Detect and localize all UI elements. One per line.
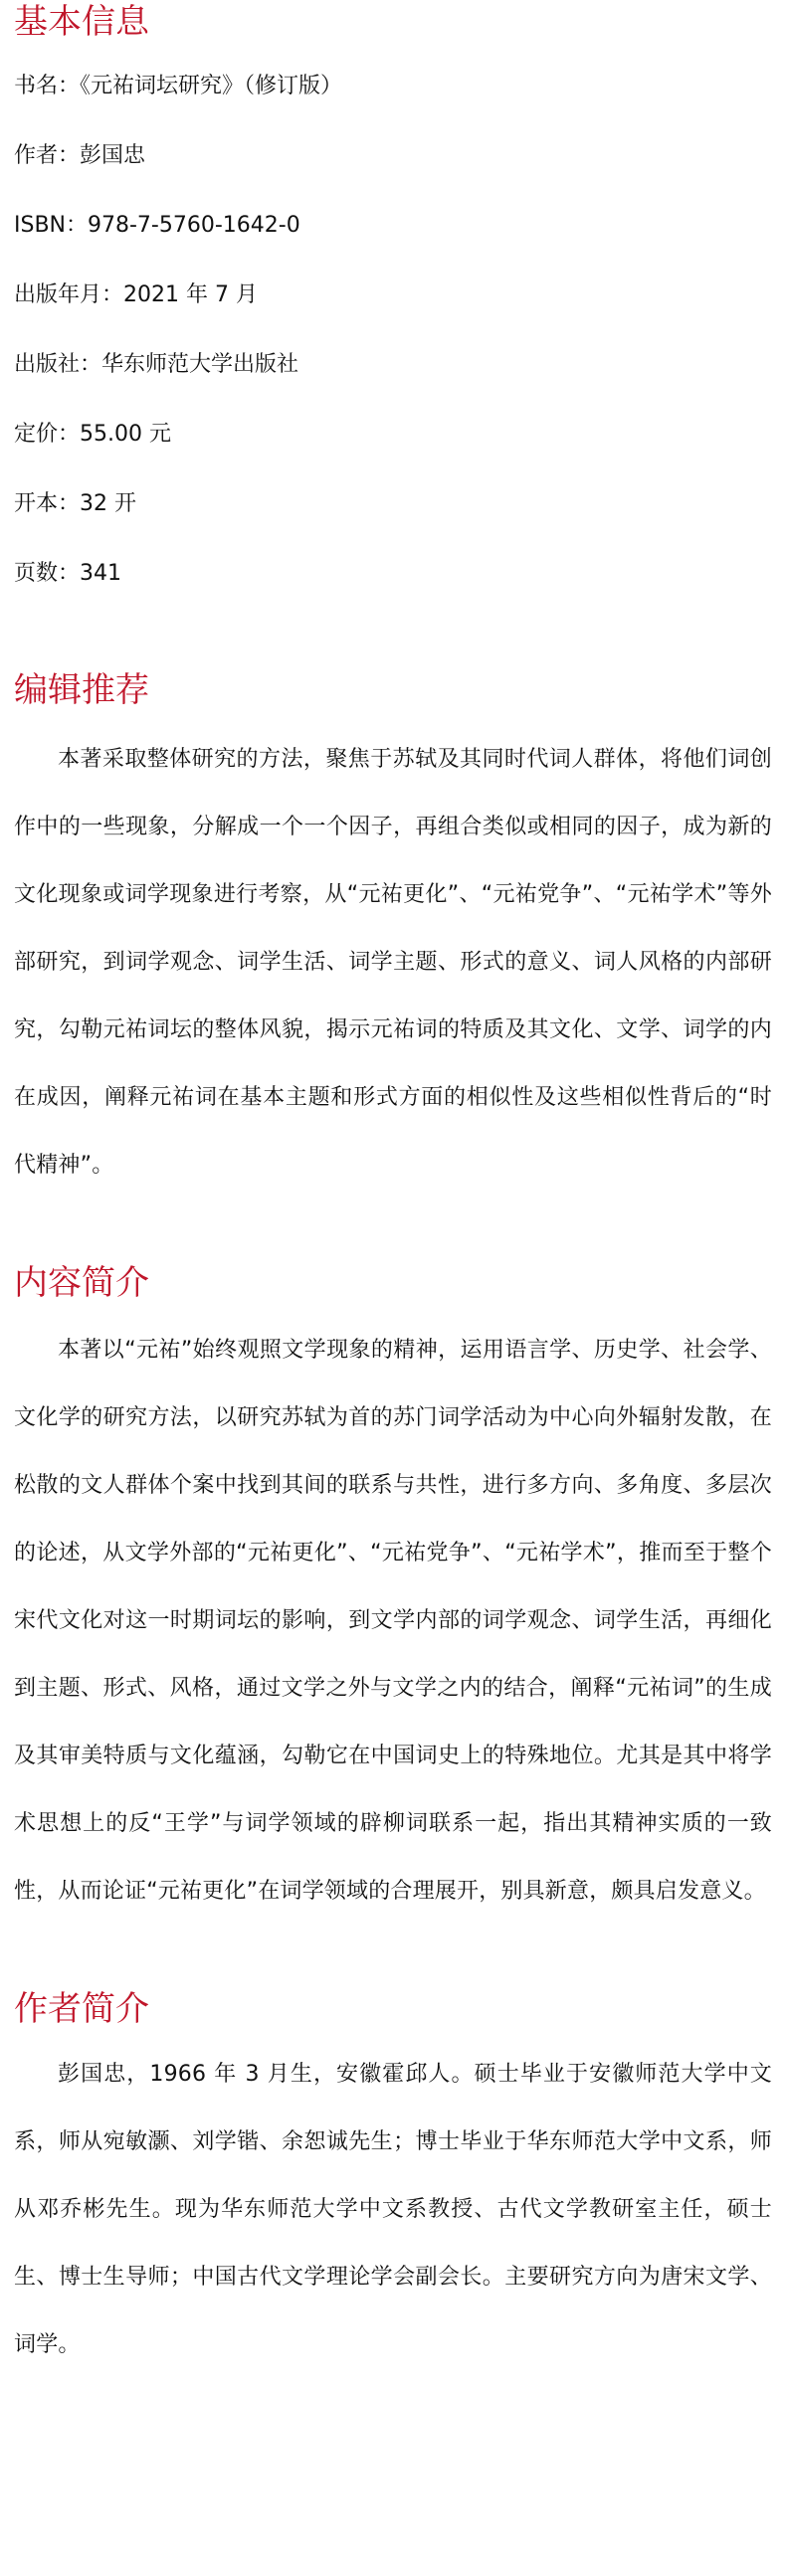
editor-recommendation-section (14, 668, 772, 1199)
isbn-line: ISBN：978-7-5760-1642-0 (14, 213, 300, 238)
content-intro-heading: 内容简介 (14, 1263, 149, 1303)
author-bio-heading: 作者简介 (14, 1989, 149, 2029)
editor-recommendation-text: 本著采取整体研究的方法，聚焦于苏轼及其同时代词人群体，将他们词创作中的一些现象，分解成一个一个因子，再组合类似或相同的因子，成为新的文化现象或词学现象进行考察，从“元祐更化”、“元祐党争”、“元祐学术”等外部研究，到词学观念、词学生活、词学主题、形式的意义、词人风格的内部研究，勾勒元祐词坛的整体风貌，揭示元祐词的特质及其文化、文学、词学的内在成因，阐释元祐词在基本主题和形式方面的相似性及这些相似性背后的“时代精神”。 (14, 747, 772, 1178)
editor-recommendation-heading: 编辑推荐 (14, 670, 149, 710)
content-intro-text: 本著以“元祐”始终观照文学现象的精神，运用语言学、历史学、社会学、文化学的研究方法，以研究苏轼为首的苏门词学活动为中心向外辐射发散，在松散的文人群体个案中找到其间的联系与共性，进行多方向、多角度、多层次的论述，从文学外部的“元祐更化”、“元祐党争”、“元祐学术”，推而至于整个宋代文化对这一时期词坛的影响，到文学内部的词学观念、词学生活，再细化到主题、形式、风格，通过文学之外与文学之内的结合，阐释“元祐词”的生成及其审美特质与文化蕴涵，勾勒它在中国词史上的特殊地位。尤其是其中将学术思想上的反“王学”与词学领域的辟柳词联系一起，指出其精神实质的一致性，从而论证“元祐更化”在词学领域的合理展开，别具新意，颇具启发意义。 (14, 1338, 772, 1904)
format-line: 开本：32 开 (14, 491, 136, 516)
basic-info-heading: 基本信息 (14, 2, 149, 42)
book-title-line: 书名：《元祐词坛研究》（修订版） (14, 74, 343, 98)
pages-line: 页数：341 (14, 561, 121, 586)
publisher-line: 出版社：华东师范大学出版社 (14, 352, 299, 377)
author-bio-section (14, 1987, 772, 2379)
price-line: 定价：55.00 元 (14, 422, 171, 447)
author-bio-text: 彭国忠，1966 年 3 月生，安徽霍邱人。硕士毕业于安徽师范大学中文系，师从宛敏灏、刘学锴、余恕诚先生；博士毕业于华东师范大学中文系，师从邓乔彬先生。现为华东师范大学中文系教授、古代文学教研室主任，硕士生、博士生导师；中国古代文学理论学会副会长。主要研究方向为唐宋文学、词学。 (14, 2062, 772, 2357)
basic-info-section (14, 0, 772, 609)
content-intro-section (14, 1261, 772, 1926)
author-line: 作者：彭国忠 (14, 143, 146, 168)
publish-date-line: 出版年月：2021 年 7 月 (14, 282, 258, 307)
